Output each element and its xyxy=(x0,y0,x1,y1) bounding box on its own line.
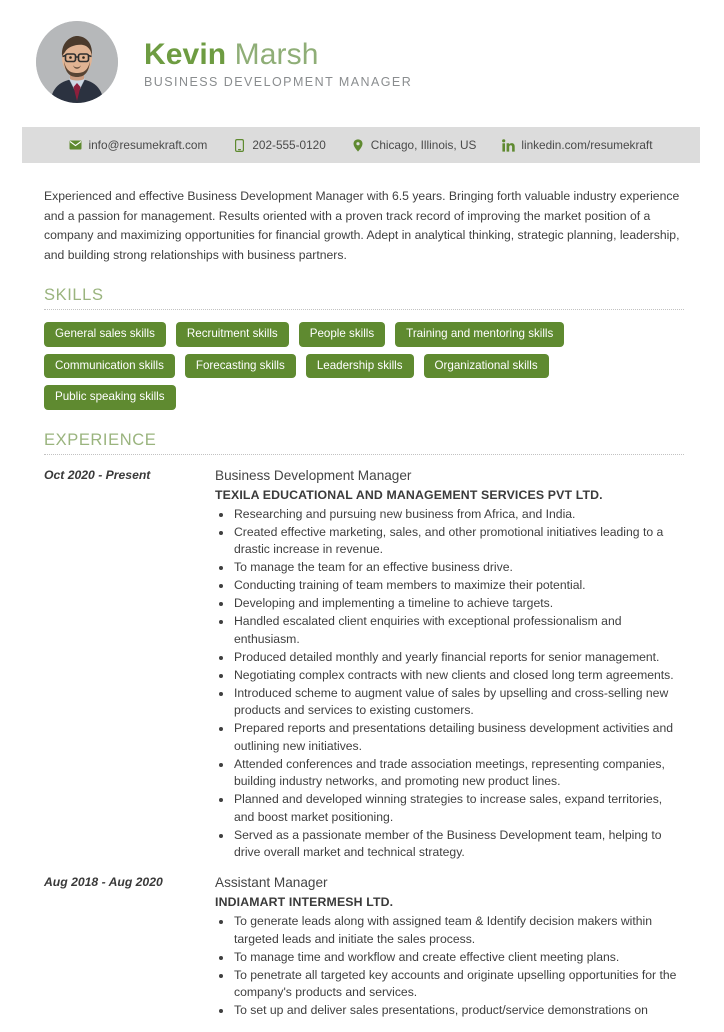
experience-bullet: Attended conferences and trade association meetings, representing companies, building industry networks, and promoting new product lines. xyxy=(215,756,684,791)
skill-pill[interactable]: Communication skills xyxy=(44,354,175,379)
experience-bullet: Handled escalated client enquiries with exceptional professionalism and enthusiasm. xyxy=(215,613,684,648)
phone-icon xyxy=(233,139,246,152)
experience-bullet: Developing and implementing a timeline to achieve targets. xyxy=(215,595,684,613)
experience-bullet: To penetrate all targeted key accounts and originate upselling opportunities for the company's products and services. xyxy=(215,967,684,1002)
experience-entry xyxy=(44,467,684,863)
experience-bullet: Prepared reports and presentations detailing business development activities and outlining new initiatives. xyxy=(215,720,684,755)
experience-details xyxy=(204,874,684,1020)
first-name: Kevin xyxy=(144,37,227,71)
professional-summary: Experienced and effective Business Development Manager with 6.5 years. Bringing forth valuable industry experience and a passion for management. Results oriented with a proven track record of improving the market position of a company and maximizing opportunities for financial growth. Adept in analytical thinking, strategic planning, leadership, and building strong relationships with business partners. xyxy=(44,189,680,262)
resume-header xyxy=(0,0,724,100)
experience-bullets xyxy=(215,506,684,862)
email-icon xyxy=(69,139,82,152)
skill-pill[interactable]: Forecasting skills xyxy=(185,354,296,379)
full-name xyxy=(144,38,412,72)
contact-item-email[interactable] xyxy=(69,138,207,152)
experience-company: TEXILA EDUCATIONAL AND MANAGEMENT SERVICES PVT LTD. xyxy=(215,487,603,502)
location-pin-icon xyxy=(352,139,365,152)
experience-bullet: Created effective marketing, sales, and other promotional initiatives leading to a drastic increase in revenue. xyxy=(215,524,684,559)
experience-bullet: To manage time and workflow and create effective client meeting plans. xyxy=(215,949,684,967)
experience-bullet: Planned and developed winning strategies to increase sales, expand territories, and boost market positioning. xyxy=(215,791,684,826)
experience-dates: Oct 2020 - Present xyxy=(44,467,151,482)
skill-pill[interactable]: People skills xyxy=(299,322,385,347)
experience-bullet: To manage the team for an effective business drive. xyxy=(215,559,684,577)
last-name: Marsh xyxy=(234,37,319,71)
profile-photo-illustration xyxy=(36,21,118,103)
experience-role: Business Development Manager xyxy=(215,467,412,483)
experience-company: INDIAMART INTERMESH LTD. xyxy=(215,895,394,910)
experience-bullet: To generate leads along with assigned team & Identify decision makers within targeted leads and initiate the sales process. xyxy=(215,913,684,948)
contact-phone-text: 202-555-0120 xyxy=(252,138,326,152)
skill-pill[interactable]: Training and mentoring skills xyxy=(395,322,564,347)
skill-pill[interactable]: Organizational skills xyxy=(424,354,549,379)
linkedin-icon xyxy=(502,139,515,152)
contact-item-location[interactable] xyxy=(352,138,477,152)
name-block xyxy=(144,36,412,89)
experience-bullet: Served as a passionate member of the Business Development team, helping to drive overall market and technical strategy. xyxy=(215,827,684,862)
skill-pill[interactable]: Recruitment skills xyxy=(176,322,289,347)
experience-role: Assistant Manager xyxy=(215,875,328,891)
skills-section-divider xyxy=(44,309,684,310)
headline-job-title: BUSINESS DEVELOPMENT MANAGER xyxy=(144,74,413,89)
contact-bar xyxy=(22,127,700,163)
contact-location-text: Chicago, Illinois, US xyxy=(370,138,477,152)
contact-linkedin-text: linkedin.com/resumekraft xyxy=(521,138,653,152)
avatar xyxy=(36,21,118,103)
experience-details xyxy=(204,467,684,863)
experience-bullets xyxy=(215,913,684,1020)
experience-bullet: Researching and pursuing new business from Africa, and India. xyxy=(215,506,684,524)
experience-bullet: Introduced scheme to augment value of sales by upselling and cross-selling new products and services to existing customers. xyxy=(215,685,684,720)
experience-section xyxy=(44,431,684,1021)
resume-body xyxy=(0,163,724,1032)
skill-pill[interactable]: General sales skills xyxy=(44,322,166,347)
experience-entry xyxy=(44,874,684,1020)
skill-pill[interactable]: Public speaking skills xyxy=(44,385,176,410)
contact-item-linkedin[interactable] xyxy=(502,138,652,152)
skill-pill[interactable]: Leadership skills xyxy=(306,354,414,379)
experience-bullet: Negotiating complex contracts with new clients and closed long term agreements. xyxy=(215,667,684,685)
contact-item-phone[interactable] xyxy=(233,138,325,152)
experience-section-title: EXPERIENCE xyxy=(44,430,157,449)
experience-section-divider xyxy=(44,454,684,455)
experience-dates: Aug 2018 - Aug 2020 xyxy=(44,875,163,890)
skills-section xyxy=(44,286,684,410)
experience-bullet: To set up and deliver sales presentations, product/service demonstrations on xyxy=(215,1002,684,1020)
experience-bullet: Conducting training of team members to maximize their potential. xyxy=(215,577,684,595)
skills-section-title: SKILLS xyxy=(44,286,104,304)
skills-list xyxy=(44,322,644,410)
contact-email-text: info@resumekraft.com xyxy=(88,138,208,152)
experience-bullet: Produced detailed monthly and yearly financial reports for senior management. xyxy=(215,649,684,667)
